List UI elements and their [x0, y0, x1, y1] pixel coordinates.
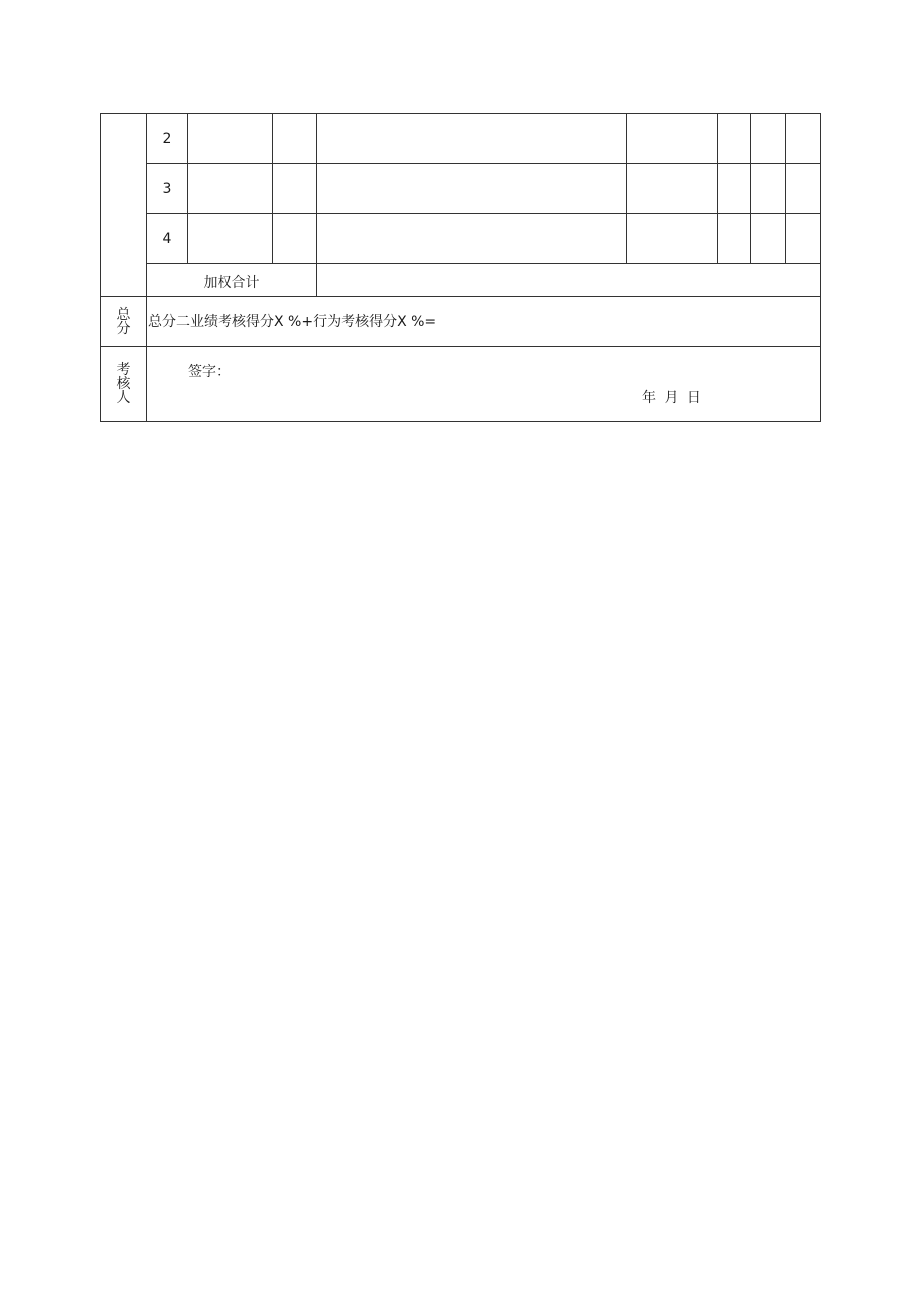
item-standard-cell[interactable]: [317, 214, 627, 264]
item-name-cell[interactable]: [188, 164, 273, 214]
label-char: 核: [116, 376, 131, 392]
signature-label: 签字：: [188, 364, 230, 380]
weighted-total-value-cell[interactable]: [317, 264, 821, 297]
item-index-cell: 4: [147, 214, 188, 264]
item-score-cell-a[interactable]: [718, 164, 751, 214]
reviewer-row: [101, 347, 821, 422]
item-weight-cell[interactable]: [273, 164, 317, 214]
label-char: 总: [116, 306, 131, 323]
label-char: 人: [116, 390, 131, 406]
item-result-cell[interactable]: [627, 114, 718, 164]
item-score-cell-b[interactable]: [751, 214, 786, 264]
item-name-cell[interactable]: [188, 114, 273, 164]
item-index-cell: 3: [147, 164, 188, 214]
item-score-cell-c[interactable]: [786, 214, 821, 264]
item-row-4: [101, 214, 821, 264]
total-score-label: [101, 297, 147, 347]
item-name-cell[interactable]: [188, 214, 273, 264]
item-row-3: [101, 164, 821, 214]
total-score-row: [101, 297, 821, 347]
reviewer-label: [101, 347, 147, 422]
weighted-total-label: 加权合计: [147, 264, 317, 297]
item-score-cell-a[interactable]: [718, 214, 751, 264]
item-standard-cell[interactable]: [317, 114, 627, 164]
total-score-formula[interactable]: 总分二业绩考核得分X %+行为考核得分X %=: [147, 297, 821, 347]
reviewer-signature-cell[interactable]: [147, 347, 821, 422]
item-score-cell-b[interactable]: [751, 164, 786, 214]
item-score-cell-b[interactable]: [751, 114, 786, 164]
item-score-cell-c[interactable]: [786, 114, 821, 164]
item-score-cell-c[interactable]: [786, 164, 821, 214]
label-char: 分: [116, 320, 131, 337]
item-result-cell[interactable]: [627, 214, 718, 264]
item-row-2: [101, 114, 821, 164]
item-result-cell[interactable]: [627, 164, 718, 214]
item-weight-cell[interactable]: [273, 214, 317, 264]
section-label-cell: [101, 114, 147, 297]
date-label: 年 月 日: [642, 390, 701, 406]
item-index-cell: 2: [147, 114, 188, 164]
item-standard-cell[interactable]: [317, 164, 627, 214]
label-char: 考: [116, 362, 131, 378]
item-weight-cell[interactable]: [273, 114, 317, 164]
weighted-total-row: [101, 264, 821, 297]
assessment-form-table: [100, 113, 821, 422]
item-score-cell-a[interactable]: [718, 114, 751, 164]
